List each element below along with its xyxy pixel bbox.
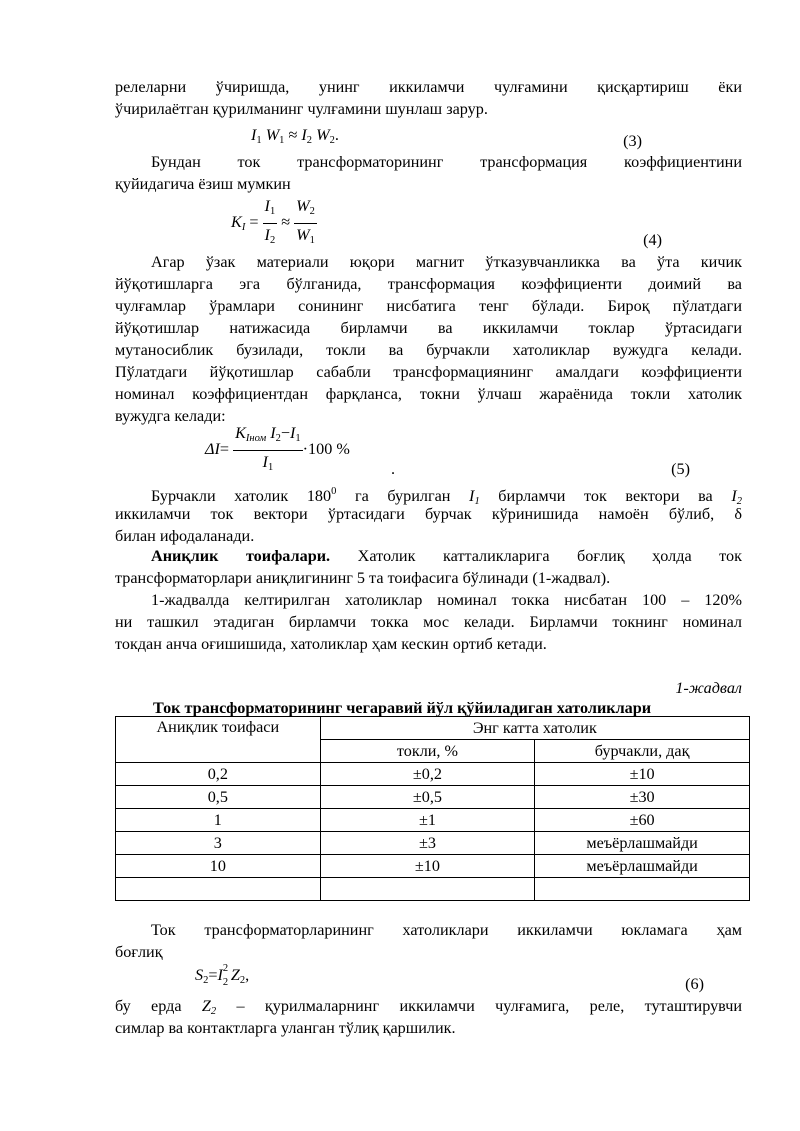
paragraph-line: Пўлатдаги йўқотишлар сабабли трансформациянинг амалдаги коэффициенти [115, 363, 742, 381]
paragraph-line: Бурчакли хатолик $180^0$ га бурилган $I_1$ бирламчи ток вектори ва $I_2$ [151, 486, 742, 507]
paragraph-line: йўқотишлар натижасида бирламчи ва иккиламчи токлар ўртасидаги [115, 319, 742, 337]
table-cell [535, 878, 750, 901]
table-cell: ±0,2 [320, 763, 535, 786]
table-row [116, 832, 750, 855]
table-header-cell: Аниқлик тоифаси [116, 717, 321, 763]
paragraph-line: бу ерда $Z_2$ – қурилмаларнинг иккиламчи чулғамига, реле, туташтирувчи [115, 997, 742, 1017]
table-header-cell: бурчакли, дақ [535, 740, 750, 763]
equation-5: ΔI= $\frac{K_{Iном} I_2-I_1}{I_1}$ ·100 % [205, 424, 350, 473]
error-table [115, 716, 750, 901]
table-cell: 1 [116, 809, 321, 832]
paragraph-line: ўчирилаётган қурилманинг чулғамини шунлаш зарур. [115, 100, 488, 118]
paragraph-line: 1-жадвалда келтирилган хатоликлар номинал токка нисбатан 100 – 120% [151, 591, 742, 609]
table-row [116, 878, 750, 901]
table-cell: ±3 [320, 832, 535, 855]
paragraph-line: токдан анча оғишишида, хатоликлар ҳам кескин ортиб кетади. [115, 635, 547, 653]
equation-number: (4) [643, 231, 662, 249]
table-cell: ±0,5 [320, 786, 535, 809]
table-header-cell: Энг катта хатолик [320, 717, 749, 740]
equation-number: (6) [685, 975, 704, 993]
table-row [116, 855, 750, 878]
equation-3: $I_1$ $W_1 \approx I_2$ $W_2$. [251, 126, 339, 146]
paragraph-line: Ток трансформаторларининг хатоликлари иккиламчи юкламага ҳам [151, 921, 742, 939]
table-cell [320, 878, 535, 901]
table-cell: меъёрлашмайди [535, 832, 750, 855]
equation-dot: . [391, 460, 396, 478]
paragraph-line: ни ташкил этадиган бирламчи токка мос келади. Бирламчи токнинг номинал [115, 613, 742, 631]
equation-6: $S_2=I$ 2 2 $Z_2$, [195, 963, 250, 988]
paragraph-line: қуйидагича ёзиш мумкин [115, 175, 291, 193]
paragraph-line: йўқотишларга эга бўлганида, трансформация коэффициенти доимий ва [115, 275, 742, 293]
paragraph-line: вужудга келади: [115, 407, 226, 425]
paragraph-line: Бундан ток трансформаторининг трансформация коэффициентини [151, 153, 742, 171]
table-cell: ±1 [320, 809, 535, 832]
table-row [116, 786, 750, 809]
paragraph-line: билан ифодаланади. [115, 527, 255, 545]
paragraph-line: трансформаторлари аниқлигининг 5 та тоифасига бўлинади (1-жадвал). [115, 569, 611, 587]
table-cell: 0,5 [116, 786, 321, 809]
table-row [116, 809, 750, 832]
equation-number: (3) [623, 132, 642, 150]
table-title: Ток трансформаторининг чегаравий йўл қўйиладиган хатоликлари [153, 699, 652, 717]
paragraph-line: боғлиқ [115, 943, 163, 961]
table-cell: 0,2 [116, 763, 321, 786]
equation-number: (5) [671, 460, 690, 478]
table-cell: 3 [116, 832, 321, 855]
table-cell: ±60 [535, 809, 750, 832]
paragraph-line: чулғамлар ўрамлари сонининг нисбатига тенг бўлади. Бироқ пўлатдаги [115, 297, 742, 315]
table-cell: 10 [116, 855, 321, 878]
section-heading: Аниқлик тоифалари. [151, 547, 331, 565]
paragraph-line: иккиламчи ток вектори ўртасидаги бурчак кўринишида намоён бўлиб, δ [115, 505, 742, 523]
table-cell: ±30 [535, 786, 750, 809]
table-header-row [116, 717, 750, 740]
paragraph-line: номинал коэффициентдан фарқланса, токни ўлчаш жараёнида токли хатолик [115, 385, 742, 403]
table-label: 1-жадвал [675, 679, 742, 697]
table-cell [116, 878, 321, 901]
table-row [116, 763, 750, 786]
table-cell: ±10 [320, 855, 535, 878]
table-header-cell: токли, % [320, 740, 535, 763]
table-cell: меъёрлашмайди [535, 855, 750, 878]
paragraph-line: Агар ўзак материали юқори магнит ўтказувчанликка ва ўта кичик [151, 253, 742, 271]
paragraph-line: мутаносиблик бузилади, токли ва бурчакли хатоликлар вужудга келади. [115, 341, 742, 359]
paragraph-line: симлар ва контактларга уланган тўлиқ қаршилик. [115, 1019, 456, 1037]
equation-4: $K_I$ = $\frac{I_1}{I_2}$ ≈ $\frac{W_2}{W_1}$ [231, 197, 315, 246]
paragraph-line: Аниқлик тоифалари. Хатолик катталикларига боғлиқ ҳолда ток [151, 547, 742, 565]
table-cell: ±10 [535, 763, 750, 786]
paragraph-line: релеларни ўчиришда, унинг иккиламчи чулғамини қисқартириш ёки [115, 78, 742, 96]
